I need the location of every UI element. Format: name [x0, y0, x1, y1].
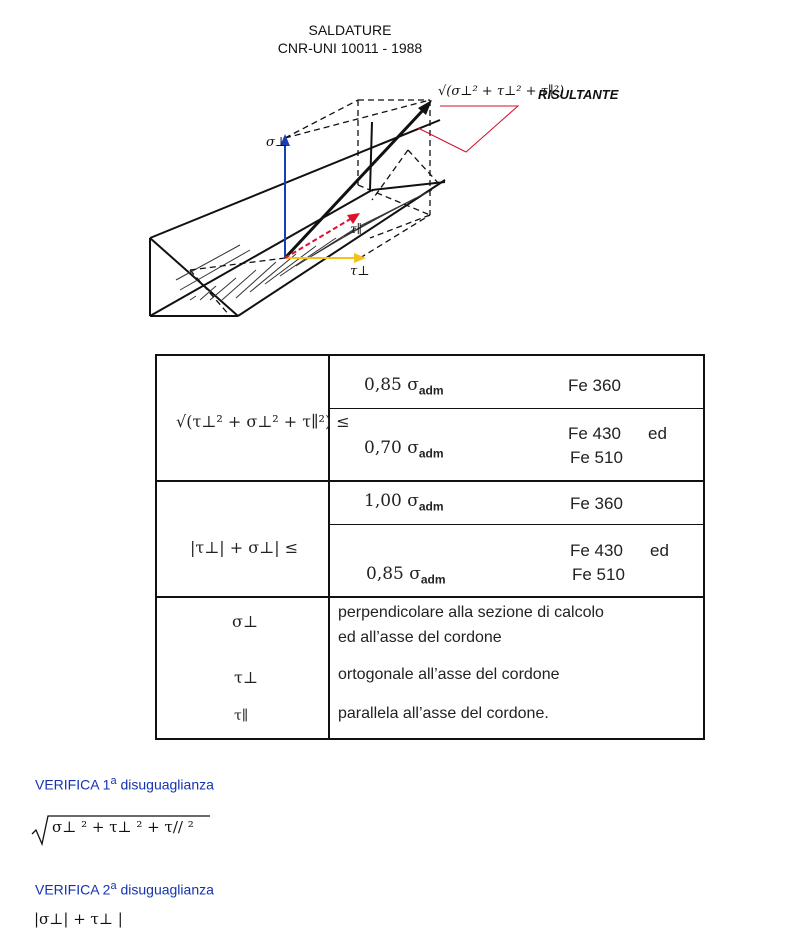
- row1-line2-ed: ed: [648, 424, 667, 443]
- prism-front-hypotenuse: [150, 238, 238, 316]
- table-top-border: [155, 354, 705, 356]
- sigma-perp-label: σ⊥: [266, 135, 288, 150]
- row1-line2-sub: adm: [418, 446, 444, 461]
- result-formula: √(σ⊥² + τ⊥² + τ∥²): [438, 84, 565, 99]
- row2-line2-steel-a: Fe 430: [570, 541, 623, 560]
- row2-line2-value: [366, 564, 446, 586]
- verifica-2-formula: |σ⊥| + τ⊥ |: [34, 910, 123, 928]
- row1-line2-num: 0,70 σ: [364, 438, 419, 458]
- row1-line2-value: [364, 438, 444, 460]
- section-vertical: [370, 122, 372, 190]
- row2-line2-steel-b: Fe 510: [572, 565, 625, 584]
- row1-line1-steel: Fe 360: [568, 376, 621, 395]
- legend-symbol-sigma: σ⊥: [232, 612, 258, 631]
- verifica-1-formula: σ⊥ ² + τ⊥ ² + τ// ²: [52, 818, 194, 836]
- result-leader-line: [418, 106, 518, 152]
- row-divider-2: [155, 596, 705, 598]
- verifica-2-sup: a: [110, 880, 117, 892]
- row2-line1-sub: adm: [418, 499, 444, 514]
- legend-text-tau-par: parallela all’asse del cordone.: [338, 705, 549, 722]
- row2-line1-num: 1,00 σ: [364, 491, 419, 511]
- row1-line2-steel-b: Fe 510: [570, 448, 623, 467]
- legend-symbol-tau-perp: τ⊥: [234, 668, 258, 687]
- verifica-2-rest: disuguaglianza: [116, 881, 214, 898]
- table-right-border: [703, 354, 705, 740]
- legend-text-sigma-b: ed all’asse del cordone: [338, 629, 502, 646]
- row2-line2-ed: ed: [650, 541, 669, 560]
- verifica-1-rest: disuguaglianza: [116, 776, 214, 793]
- verifica-1-label: VERIFICA 1: [35, 776, 111, 793]
- verifica-2-label: VERIFICA 2: [35, 881, 111, 898]
- row1-line1-value: [364, 375, 444, 397]
- verifica-2-heading: [35, 880, 214, 898]
- table-bottom-border: [155, 738, 705, 740]
- subrow-divider-2: [329, 524, 704, 525]
- row1-condition: √(τ⊥² + σ⊥² + τ∥²) ≤: [176, 412, 350, 431]
- legend-text-sigma-a: perpendicolare alla sezione di calcolo: [338, 604, 604, 621]
- row2-line2-sub: adm: [420, 572, 446, 587]
- tau-perp-label: τ⊥: [350, 264, 370, 279]
- row2-line1-steel: Fe 360: [570, 494, 623, 513]
- legend-text-tau-perp: ortogonale all’asse del cordone: [338, 666, 560, 683]
- verifica-1-sup: a: [110, 775, 117, 787]
- section-hatching: [176, 190, 432, 300]
- page-subtitle: CNR-UNI 10011 - 1988: [277, 40, 423, 56]
- result-label: RISULTANTE: [538, 87, 619, 102]
- row2-line2-num: 0,85 σ: [366, 564, 421, 584]
- subrow-divider-1: [329, 408, 704, 409]
- weld-diagram: [0, 0, 812, 340]
- verifica-1-heading: [35, 775, 214, 793]
- row2-line1-value: [364, 491, 444, 513]
- row2-condition: |τ⊥| + σ⊥| ≤: [190, 538, 299, 557]
- tau-perp-arrowhead: [354, 253, 366, 263]
- page-title: SALDATURE: [308, 22, 392, 38]
- prism-back-edge: [150, 190, 372, 316]
- tau-par-label: τ∥: [350, 222, 363, 236]
- table-left-border: [155, 354, 157, 740]
- row1-line1-sub: adm: [418, 383, 444, 398]
- row1-line1-num: 0,85 σ: [364, 375, 419, 395]
- row-divider-1: [155, 480, 705, 482]
- legend-symbol-tau-par: τ∥: [234, 708, 249, 724]
- row1-line2-steel-a: Fe 430: [568, 424, 621, 443]
